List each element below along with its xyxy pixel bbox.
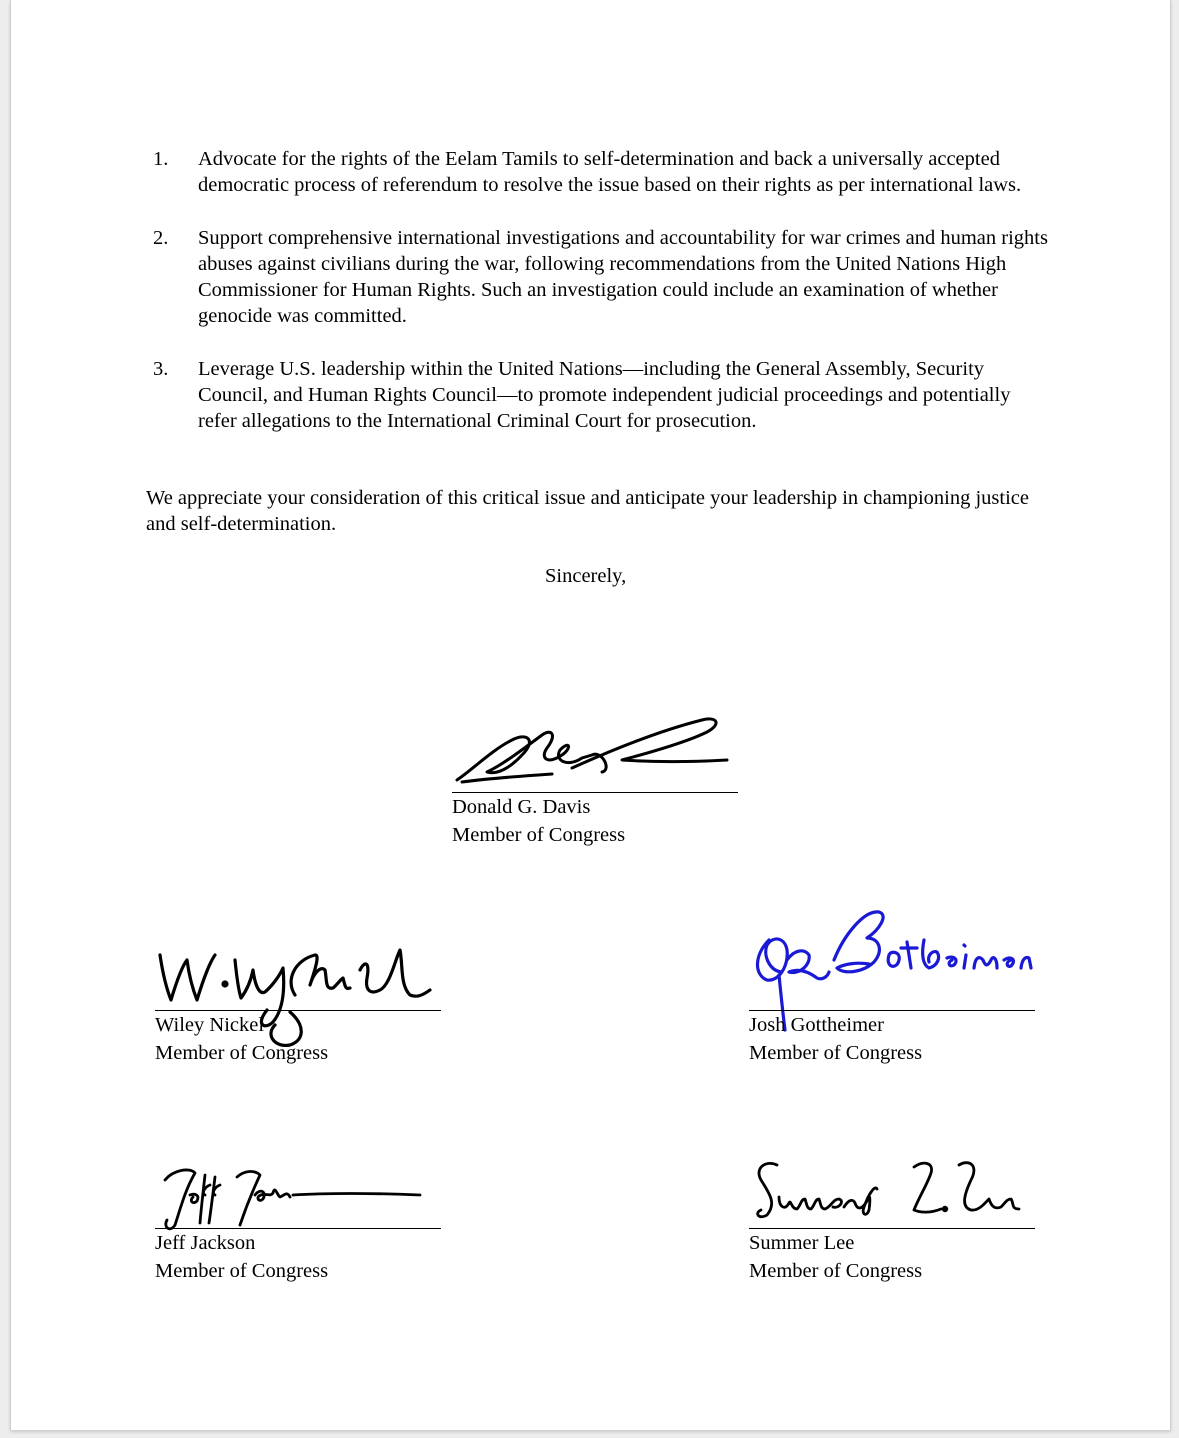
signatory-name: Summer Lee [749, 1232, 855, 1254]
signature-jackson-image [155, 1165, 445, 1235]
list-item-number: 3. [153, 357, 169, 380]
signatory-name: Jeff Jackson [155, 1232, 256, 1254]
signatory-name: Donald G. Davis [452, 796, 591, 818]
signatory-name: Josh Gottheimer [749, 1014, 884, 1036]
list-item [153, 356, 1053, 435]
list-item-text: Advocate for the rights of the Eelam Tamils to self-determination and back a universally accepted democratic process of referendum to resolve the issue based on their rights as per international laws. [198, 148, 1022, 197]
list-item [153, 146, 1053, 199]
sign-off: Sincerely, [545, 565, 627, 587]
signatory-title: Member of Congress [749, 1042, 923, 1064]
signatory-title: Member of Congress [749, 1260, 923, 1282]
signature-lee-image [749, 1155, 1039, 1230]
closing-paragraph: We appreciate your consideration of this critical issue and anticipate your leadership in championing justice and self-determination. [146, 487, 1029, 536]
list-item [153, 225, 1053, 330]
list-item-text: Support comprehensive international investigations and accountability for war crimes and human rights abuses against civilians during the war, following recommendations from the United Nations High Commissioner for Human Rights. Such an investigation could include an examination of whether genocide was committed. [198, 226, 1048, 328]
list-item-number: 2. [153, 226, 169, 249]
requests-list [153, 146, 1053, 461]
signatory-title: Member of Congress [155, 1042, 329, 1064]
letter-page [10, 0, 1171, 1430]
list-item-number: 1. [153, 148, 169, 170]
signatory-name: Wiley Nickel [155, 1014, 265, 1036]
signatory-title: Member of Congress [452, 824, 626, 846]
signatory-title: Member of Congress [155, 1260, 329, 1282]
list-item-text: Leverage U.S. leadership within the United Nations—including the General Assembly, Security Council, and Human Rights Council—to promote independent judicial proceedings and potentially refer allegations to the International Criminal Court for prosecution. [198, 357, 1011, 433]
signature-davis-image [452, 710, 742, 795]
